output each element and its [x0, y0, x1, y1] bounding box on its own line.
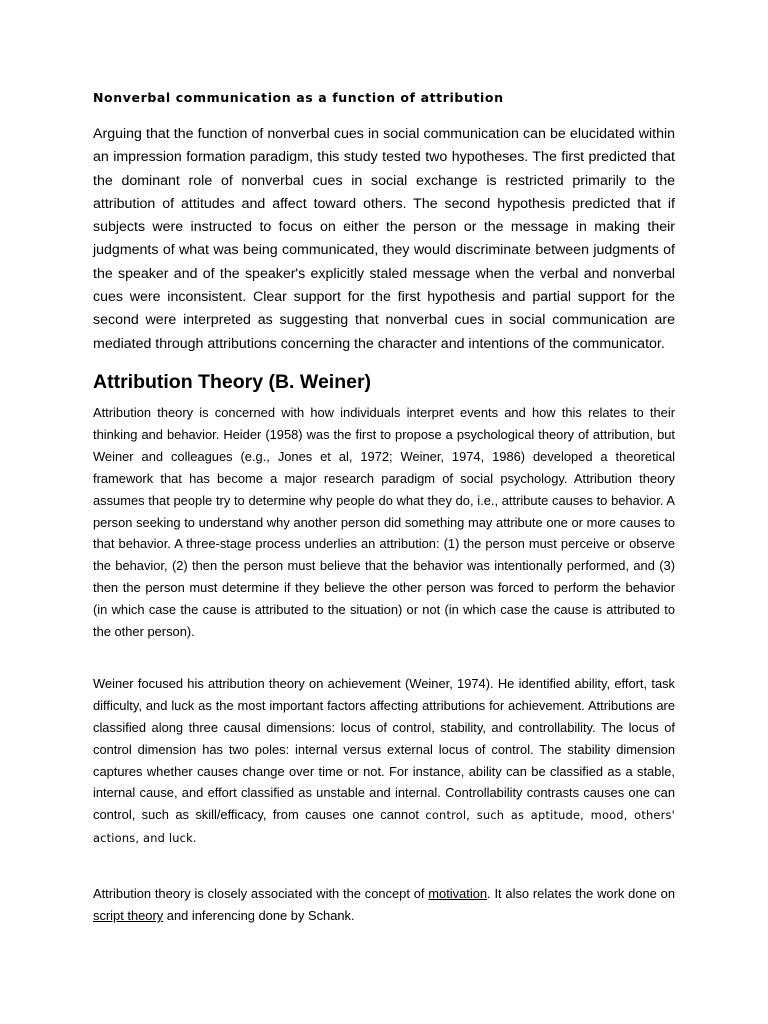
paragraph-attribution-intro: Attribution theory is concerned with how individuals interpret events and how this relates to their thinking and behavior. Heider (1958) was the first to propose a psychological theory of attribution, but Weiner and colleagues (e.g., Jones et al, 1972; Weiner, 1974, 1986) developed a theoretical framework that has become a major research paradigm of social psychology. Attribution theory assumes that people try to determine why people do what they do, i.e., attribute causes to behavior. A person seeking to understand why another person did something may attribute one or more causes to that behavior. A three-stage process underlies an attribution: (1) the person must perceive or observe the behavior, (2) then the person must believe that the behavior was intentionally performed, and (3) then the person must determine if they believe the other person was forced to perform the behavior (in which case the cause is attributed to the situation) or not (in which case the cause is attributed to the other person).	[93, 404, 675, 640]
paragraph-nonverbal-abstract: Arguing that the function of nonverbal cues in social communication can be elucidated within an impression formation paradigm, this study tested two hypotheses. The first predicted that the dominant role of nonverbal cues in social exchange is restricted primarily to the attribution of attitudes and affect toward others. The second hypothesis predicted that if subjects were instructed to focus on either the person or the message in making their judgments of what was being communicated, they would discriminate between judgments of the speaker and of the speaker's explicitly staled message when the verbal and nonverbal cues were inconsistent. Clear support for the first hypothesis and partial support for the second were interpreted as suggesting that nonverbal cues in social communication are mediated through attributions concerning the character and intentions of the communicator.	[93, 126, 675, 352]
paragraph-text-a: Attribution theory is closely associated with the concept of	[93, 886, 429, 902]
document-content	[93, 90, 675, 927]
script-theory-link[interactable]: script theory	[93, 908, 164, 924]
section-title-nonverbal: Nonverbal communication as a function of attribution	[93, 90, 504, 105]
paragraph-weiner-achievement	[93, 673, 675, 850]
paragraph-text-c: and inferencing done by Schank.	[163, 908, 355, 924]
paragraph-motivation-link	[93, 883, 675, 927]
paragraph-spacer	[93, 643, 675, 673]
section-title-attribution-theory: Attribution Theory (B. Weiner)	[93, 370, 372, 393]
paragraph-text-b: . It also relates the work done on	[487, 886, 675, 902]
paragraph-spacer	[93, 850, 675, 883]
motivation-link[interactable]: motivation	[428, 886, 488, 902]
paragraph-weiner-tail-text: control, such as aptitude, mood, others' actions, and luck.	[93, 808, 675, 846]
paragraph-weiner-main-text: Weiner focused his attribution theory on achievement (Weiner, 1974). He identified ability, effort, task difficulty, and luck as the most important factors affecting attributions for achievement. Attributions are classified along three causal dimensions: locus of control, stability, and controllability. The locus of control dimension has two poles: internal versus external locus of control. The stability dimension captures whether causes change over time or not. For instance, ability can be classified as a stable, internal cause, and effort classified as unstable and internal. Controllability contrasts causes one can control, such as skill/efficacy, from causes one cannot	[93, 675, 675, 823]
